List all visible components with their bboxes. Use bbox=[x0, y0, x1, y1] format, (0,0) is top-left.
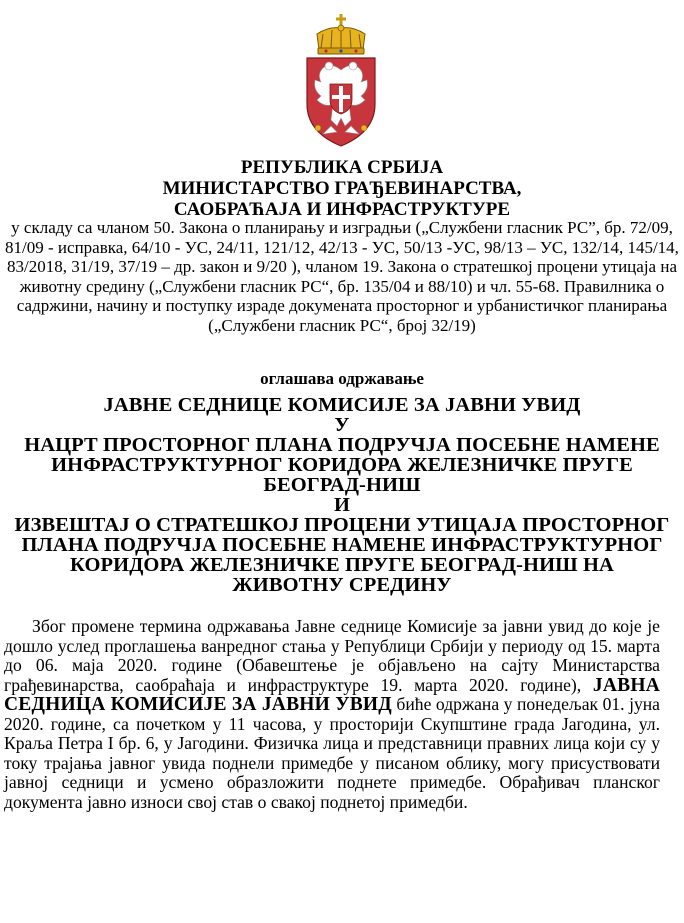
title-plan-line3: БЕОГРАД-НИШ bbox=[263, 474, 421, 496]
title-report-line1: ИЗВЕШТАЈ О СТРАТЕШКОЈ ПРОЦЕНИ УТИЦАЈА ПРОСТОРНОГ bbox=[14, 514, 670, 536]
body-text-part3: биће одржана у понедељак 01. јуна 2020. године, са почетком у 11 часова, у просторији Скупштине града Јагодина, ул. Краља Петра I бр. 6, у Јагодини. Физичка лица и представници правних лица који су у току трајања јавног увида поднели примедбе у писаном облику, могу присуствовати јавној седници и усмено образложити поднете примедбе. Обрађивач планског документа јавно износи свој став о свакој поднетој примедби. bbox=[4, 694, 660, 812]
heading-ministry-line1: МИНИСТАРСТВО ГРАЂЕВИНАРСТВА, bbox=[162, 178, 522, 199]
title-conjunction-u: У bbox=[334, 414, 350, 436]
heading-ministry-line2: САОБРАЋАЈА И ИНФРАСТРУКТУРЕ bbox=[173, 199, 511, 220]
crown-icon bbox=[317, 14, 365, 54]
title-public-session: ЈАВНЕ СЕДНИЦЕ КОМИСИЈЕ ЗА ЈАВНИ УВИД bbox=[103, 394, 581, 416]
coat-of-arms-emblem bbox=[281, 4, 401, 154]
announcement-text: оглашава одржавање bbox=[260, 369, 424, 388]
heading-republic: РЕПУБЛИКА СРБИЈА bbox=[240, 157, 444, 178]
legal-basis-paragraph: у складу са чланом 50. Закона о планирању и изградњи („Службени гласник РС”, бр. 72/09, 81/09 - исправка, 64/10 - УС, 24/11, 121/12, 42/13 - УС, 50/13 -УС, 98/13 – УС, 132/14, 145/14, 83/2018, 31/19, 37/19 – др. закон и 9/20 ), чланом 19. Закона о стратешкој процени утицаја на животну средину („Службени гласник РС“, бр. 135/04 и 88/10) и чл. 55-68. Правилника о садржини, начину и поступку израде докумената просторног и урбанистичког планирања („Службени гласник РС“, број 32/19) bbox=[5, 218, 679, 335]
cross-shield-icon bbox=[330, 84, 352, 114]
body-paragraph bbox=[4, 617, 660, 812]
title-conjunction-i: И bbox=[333, 494, 351, 516]
title-plan-line1: НАЦРТ ПРОСТОРНОГ ПЛАНА ПОДРУЧЈА ПОСЕБНЕ НАМЕНЕ bbox=[24, 434, 660, 456]
title-report-line3: КОРИДОРА ЖЕЛЕЗНИЧКЕ ПРУГЕ БЕОГРАД-НИШ НА bbox=[70, 554, 614, 576]
body-text-part1: Због промене термина одржавања Јавне седнице Комисије за јавни увид до које је дошло услед проглашења ванредног стања у Републици Србији у периоду од 15. марта до 06. маја 2020. године (Обавештење је објављено на сајту Министарства грађевинарства, саобраћаја и инфраструктуре 19. марта 2020. године), bbox=[4, 616, 660, 695]
body-text-session-emphasis: ЈАВНА СЕДНИЦА КОМИСИЈЕ ЗА ЈАВНИ УВИД bbox=[4, 674, 660, 715]
title-report-line4: ЖИВОТНУ СРЕДИНУ bbox=[232, 574, 452, 596]
title-plan-line2: ИНФРАСТРУКТУРНОГ КОРИДОРА ЖЕЛЕЗНИЧКЕ ПРУГЕ bbox=[51, 454, 633, 476]
title-report-line2: ПЛАНА ПОДРУЧЈА ПОСЕБНЕ НАМЕНЕ ИНФРАСТРУКТУРНОГ bbox=[21, 534, 663, 556]
